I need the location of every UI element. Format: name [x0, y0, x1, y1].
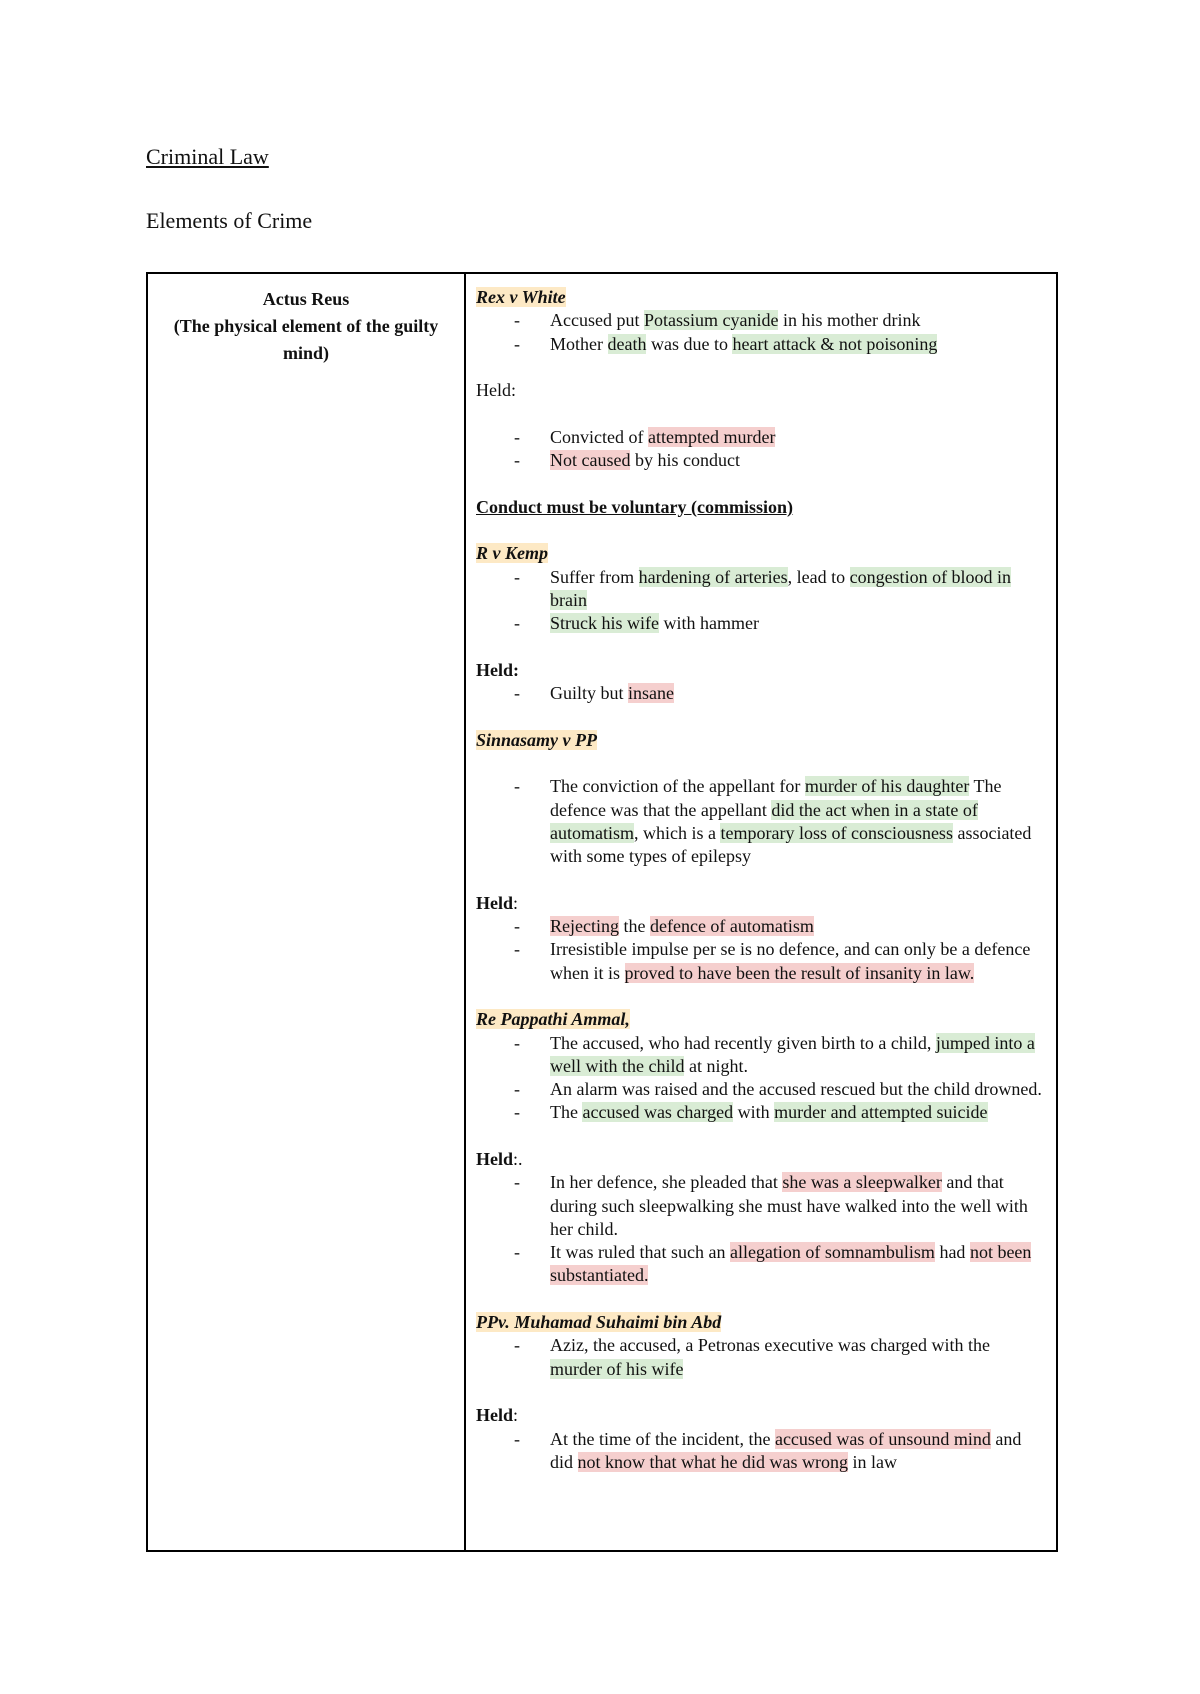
held-label: Held:: [476, 380, 516, 401]
topic-cell: [148, 274, 466, 1550]
held-label: Held:: [476, 892, 519, 913]
case-name-pp-v-muhamad-suhaimi: PPv. Muhamad Suhaimi bin Abd: [476, 1312, 722, 1333]
list-item: - Accused put Potassium cyanide in his mother drink: [514, 310, 921, 331]
cases-cell: [466, 274, 1056, 1550]
list-item: - Irresistible impulse per se is no defence, and can only be a defence when it is proved to have been the result of insanity in law.: [514, 939, 1031, 983]
list-item: - In her defence, she pleaded that she was a sleepwalker and that during such sleepwalking she must have walked into the well with her child.: [514, 1172, 1028, 1239]
list-item: - The accused, who had recently given birth to a child, jumped into a well with the child at night.: [514, 1032, 1035, 1076]
list-item: - Struck his wife with hammer: [514, 613, 759, 634]
held-label: Held:: [476, 1405, 519, 1426]
page-title: Criminal Law: [146, 144, 269, 169]
list-item: - Suffer from hardening of arteries, lead to congestion of blood in brain: [514, 566, 1012, 610]
list-item: - Guilty but insane: [514, 683, 674, 704]
section-heading: Conduct must be voluntary (commission): [476, 496, 794, 517]
held-label: Held:.: [476, 1148, 523, 1169]
topic-description: (The physical element of the guilty mind): [173, 316, 439, 363]
topic-heading: Actus Reus: [262, 289, 350, 309]
case-name-r-v-kemp: R v Kemp: [476, 543, 548, 564]
list-item: - Aziz, the accused, a Petronas executive was charged with the murder of his wife: [514, 1335, 990, 1379]
list-item: - Not caused by his conduct: [514, 450, 740, 471]
list-item: - Convicted of attempted murder: [514, 426, 776, 447]
case-name-sinnasamy-v-pp: Sinnasamy v PP: [476, 729, 598, 750]
list-item: - It was ruled that such an allegation of somnambulism had not been substantiated.: [514, 1242, 1032, 1286]
list-item: - The conviction of the appellant for murder of his daughter The defence was that the appellant did the act when in a state of automatism, which is a temporary loss of consciousness associated with some types of epilepsy: [514, 776, 1032, 867]
page-subtitle: Elements of Crime: [146, 208, 313, 233]
case-name-re-pappathi-ammal: Re Pappathi Ammal,: [476, 1009, 630, 1030]
held-label: Held:: [476, 659, 519, 680]
list-item: - The accused was charged with murder and attempted suicide: [514, 1102, 988, 1123]
list-item: - An alarm was raised and the accused rescued but the child drowned.: [514, 1079, 1042, 1100]
list-item: - Rejecting the defence of automatism: [514, 916, 814, 937]
list-item: - At the time of the incident, the accused was of unsound mind and did not know that what he did was wrong in law: [514, 1428, 1022, 1472]
list-item: - Mother death was due to heart attack & not poisoning: [514, 333, 938, 354]
notes-table: [146, 272, 1058, 1552]
case-name-rex-v-white: Rex v White: [476, 287, 566, 307]
